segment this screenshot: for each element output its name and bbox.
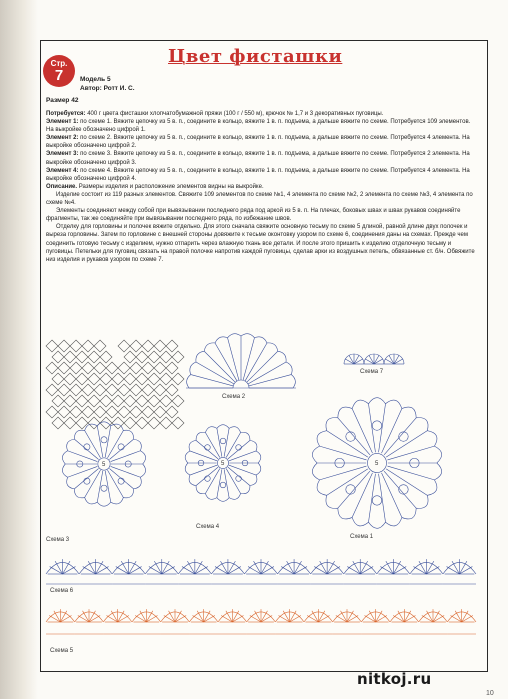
scheme-7-caption: Схема 7 <box>360 369 384 375</box>
svg-text:5: 5 <box>221 461 225 467</box>
element-4-paragraph: Элемент 4: по схеме 4. Вяжите цепочку из 5 в. п., соедините в кольцо, вяжите 1 в. п. подъема, а дальше вяжите по схеме. Потребуется 4 элемента. На выкройке обозначено цифрой 4. <box>46 167 470 182</box>
scheme-4-diagram <box>180 420 266 506</box>
assembly-paragraph-1: Изделие состоит из 119 разных элементов. Свяжите 109 элементов по схеме №1, 4 элемента по схеме №2, 2 элемента по схеме №3, 4 элемента по схеме №4. <box>46 191 473 207</box>
scheme-5-caption: Схема 5 <box>50 648 74 654</box>
author-label: Автор: Ротт И. С. <box>80 85 135 92</box>
assembly-paragraph-2: Элементы соединяют между собой при вывязывании последнего ряда под аркой из 5 в. п. На плечах, боковых швах и швах рукавов соединяйте фрагменты, так же соединяйте при вывязывании последнего ряда, по избежание швов. <box>46 208 461 223</box>
scheme-3-diagram <box>56 416 152 512</box>
site-watermark: nitkoj.ru <box>357 670 432 688</box>
scheme-6-caption: Схема 6 <box>50 588 74 594</box>
model-label: Модель 5 <box>80 76 111 83</box>
scheme-2-diagram <box>186 330 296 392</box>
page-binding-shadow <box>0 0 38 699</box>
page-badge <box>43 55 75 87</box>
badge-prefix: Стр. <box>50 59 68 68</box>
badge-number: 7 <box>54 67 64 84</box>
scheme-2-caption: Схема 2 <box>222 394 246 400</box>
element-3-paragraph: Элемент 3: по схеме 3. Вяжите цепочку из 5 в. п., соедините в кольцо, вяжите 1 в. п. подъема, а дальше вяжите по схеме. Потребуется 2 элемента. На выкройке обозначено цифрой 3. <box>46 151 470 166</box>
scheme-3-caption: Схема 3 <box>46 537 70 543</box>
element-2-paragraph: Элемент 2: по схеме 2. Вяжите цепочку из 5 в. п., соедините в кольцо, вяжите 1 в. п. подъема, а дальше вяжите по схеме. Потребуется 4 элемента. На выкройке обозначено цифрой 2. <box>46 135 470 150</box>
page-number: 10 <box>486 690 494 697</box>
assembly-paragraph-3: Отделку для горловины и полочек вяжите отдельно. Для этого сначала свяжите основную тесьму по схеме 5 длиной, равной длине двух полочек и выреза горловины. Затем по горловине с внешней стороны довяжите к тесьме оконтовку узором по схеме 6, соединения даны на схемах. Прежде чем соединить готовую тесьму с изделием, нужно отпарить через влажную ткань все детали. И после этого пришить к изделию отделочную тесьму и пуговицы. Петельки для пуговиц связать на правой полочке напротив каждой пуговицы, сделав арки из воздушных петель, обвязанные ст. б/н. Обвяжите низ изделия и рукавов узором по схеме 7. <box>46 224 475 263</box>
scheme-5-diagram <box>46 598 476 644</box>
size-label: Размер 42 <box>46 97 79 104</box>
svg-text:5: 5 <box>102 462 106 468</box>
scheme-6-diagram <box>46 548 476 594</box>
article-title: Цвет фисташки <box>168 46 343 67</box>
instructions-text <box>46 110 476 264</box>
svg-text:5: 5 <box>375 461 379 467</box>
scheme-1-diagram <box>302 388 452 538</box>
element-1-paragraph: Элемент 1: по схеме 1. Вяжите цепочку из 5 в. п., соедините в кольцо, вяжите 1 в. п. подъема, а дальше вяжите по схеме. Потребуется 109 элементов. На выкройке обозначено цифрой 1. <box>46 119 471 134</box>
scheme-4-caption: Схема 4 <box>196 524 220 530</box>
scheme-1-caption: Схема 1 <box>350 534 374 540</box>
materials-paragraph: Потребуется: 400 г цвета фисташки хлопчатобумажной пряжи (100 г / 550 м), крючок № 1,7 и 3 декоративных пуговицы. <box>46 111 384 117</box>
scheme-7-diagram <box>346 340 402 368</box>
description-paragraph: Описание. Размеры изделия и расположение элементов видны на выкройке. <box>46 183 264 190</box>
